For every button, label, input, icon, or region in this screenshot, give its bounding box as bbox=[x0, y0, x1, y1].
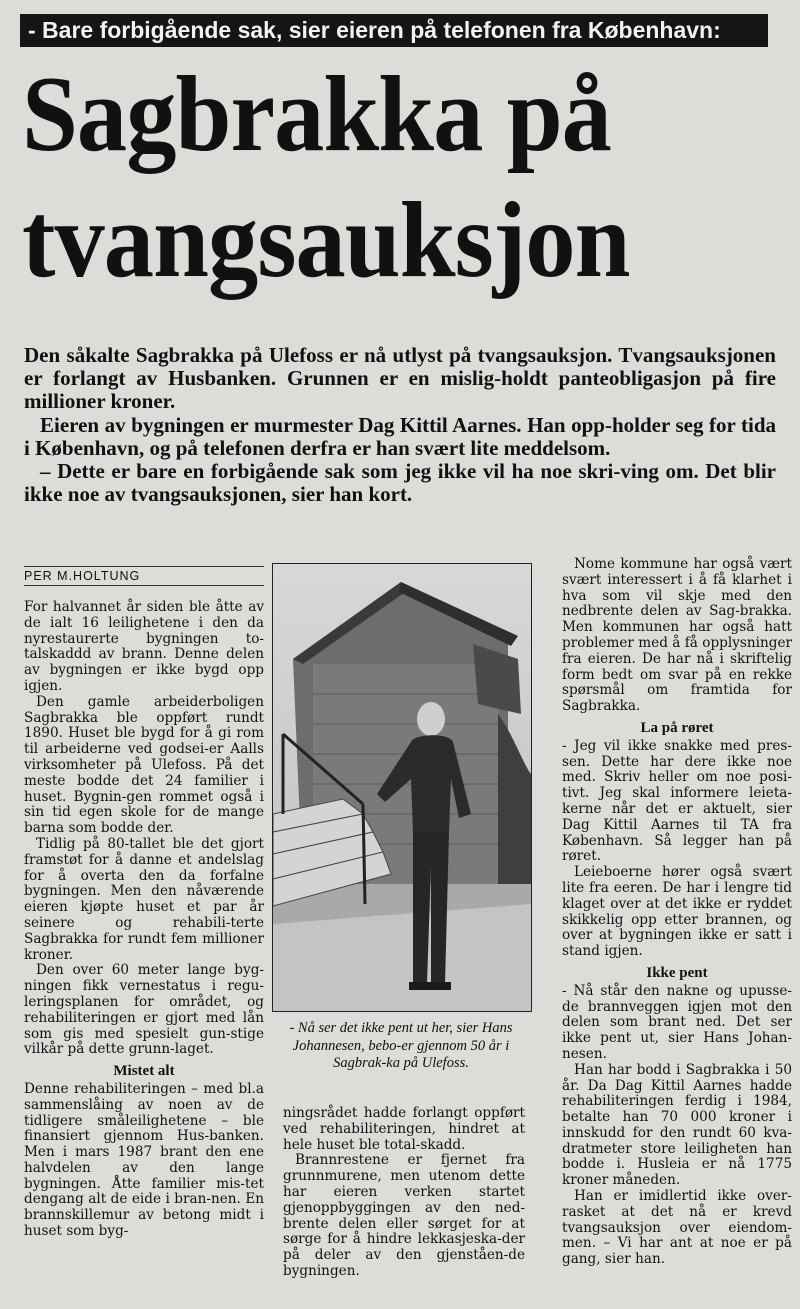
body-paragraph: Denne rehabiliteringen – med bl.a sammenslåing av noen av de tidligere småleilighetene – ble finansiert gjennom Hus-banken. Men i mars 1987 brant den ene halvdelen av den lange bygningen. Åtte familier mis-tet dengang alt de eide i bran-nen. En brannskillemur av betong midt i huset som byg- bbox=[24, 1080, 264, 1240]
headline-line-2: tvangsauksjon bbox=[22, 181, 630, 300]
byline: PER M.HOLTUNG bbox=[24, 566, 264, 586]
article-column-1 bbox=[24, 600, 264, 1240]
lead-paragraph: Eieren av bygningen er murmester Dag Kittil Aarnes. Han opp-holder seg for tida i København, og på telefonen derfra er han svært lite meddelsom. bbox=[24, 412, 776, 460]
lead-paragraph: Den såkalte Sagbrakka på Ulefoss er nå utlyst på tvangsauksjon. Tvangsauksjonen er forlangt av Husbanken. Grunnen er en mislig-holdt panteobligasjon på fire millioner kroner. bbox=[24, 343, 776, 414]
body-paragraph: For halvannet år siden ble åtte av de ialt 16 leilighetene i den da nyrestaurerte bygningen to-talskaddd av brann. Denne delen av bygningen er ikke bygd opp igjen. bbox=[24, 599, 264, 694]
lead-paragraphs bbox=[24, 344, 776, 506]
article-photo bbox=[272, 563, 532, 1012]
body-paragraph: Leieboerne hører også svært lite fra eeren. De har i lengre tid klaget over at det ikke er ryddet skikkelig opp etter brannen, og over at bygningen ikke er satt i stand igjen. bbox=[562, 864, 792, 960]
body-paragraph: ningsrådet hadde forlangt oppført ved rehabiliteringen, hindret at hele huset ble total-skadd. bbox=[283, 1105, 525, 1153]
body-paragraph: Han er imidlertid ikke over-rasket at det nå er krevd tvangsauksjon over eiendom-men. – Vi har ant at noe er på gang, sier han. bbox=[562, 1188, 792, 1268]
body-paragraph: Brannrestene er fjernet fra grunnmurene, men utenom dette har eieren verken startet gjenoppbyggingen av den ned-brente delen eller sørget for at sørge for å hindre lekkasjeska-der på deler av den gjenståen-de bygningen. bbox=[283, 1152, 525, 1279]
body-paragraph: - Nå står den nakne og upusse-de brannveggen igjen mot den delen som brant ned. Det ser ikke pent ut, sier Hans Johan-nesen. bbox=[562, 982, 792, 1062]
article-column-2 bbox=[283, 1106, 525, 1280]
body-paragraph: - Jeg vil ikke snakke med pres-sen. Dette har dere ikke noe med. Skriv heller om noe posi-tivt. Jeg skal informere leieta-kerne når det er aktuelt, sier Dag Kittil Aarnes til TA fra København. Så legger han på røret. bbox=[562, 737, 792, 865]
photo-caption: - Nå ser det ikke pent ut her, sier Hans Johannesen, bebo-er gjennom 50 år i Sagbrak-ka på Ulefoss. bbox=[289, 1020, 513, 1071]
headline bbox=[22, 52, 729, 304]
headline-line-1: Sagbrakka på bbox=[22, 55, 611, 174]
body-paragraph: Han har bodd i Sagbrakka i 50 år. Da Dag Kittil Aarnes hadde rehabiliteringen ferdig i 1984, betalte han 70 000 kroner i innskudd for den rundt 60 kva-dratmeter store leiligheten han bodde i. Husleia er nå 1775 kroner måneden. bbox=[562, 1061, 792, 1189]
body-paragraph: Tidlig på 80-tallet ble det gjort framstøt for å danne et andelslag for å overta den da forfalne bygningen. Men den nåværende eieren kjøpte huset et par år seinere og rehabili-terte Sagbrakka for rundt fem millioner kroner. bbox=[24, 835, 264, 963]
kicker-banner: - Bare forbigående sak, sier eieren på telefonen fra København: bbox=[20, 14, 768, 47]
body-paragraph: Nome kommune har også vært svært interessert i å få klarhet i hva som vil skje med den nedbrente delen av Sag-brakka. Men kommunen har også hatt problemer med å få opplysninger fra eieren. De har nå i skriftelig form bedt om svar på en rekke spørsmål om framtida for Sagbrakka. bbox=[562, 556, 792, 715]
body-paragraph: Den over 60 meter lange byg-ningen fikk vernestatus i regu-leringsplanen for området, og rehabiliteringen er gjort med lån som gis med spesielt gun-stige vilkår på dette grunn-laget. bbox=[24, 962, 264, 1058]
article-column-3 bbox=[562, 557, 792, 1268]
subheading: Ikke pent bbox=[646, 964, 708, 981]
photo-illustration bbox=[273, 564, 531, 1011]
subheading: La på røret bbox=[640, 719, 714, 736]
lead-paragraph: – Dette er bare en forbigående sak som jeg ikke vil ha noe skri-ving om. Det blir ikke noe av tvangsauksjonen, sier han kort. bbox=[24, 459, 776, 507]
subheading: Mistet alt bbox=[113, 1063, 175, 1080]
body-paragraph: Den gamle arbeiderboligen Sagbrakka ble oppført rundt 1890. Huset ble bygd for å gi rom til arbeiderne ved godsei-er Aalls virksomheter på Ulefoss. På det meste bodde det 24 familier i huset. Bygnin-gen rommet også i sin tid egen skole for de mange barna som bodde der. bbox=[24, 693, 264, 837]
